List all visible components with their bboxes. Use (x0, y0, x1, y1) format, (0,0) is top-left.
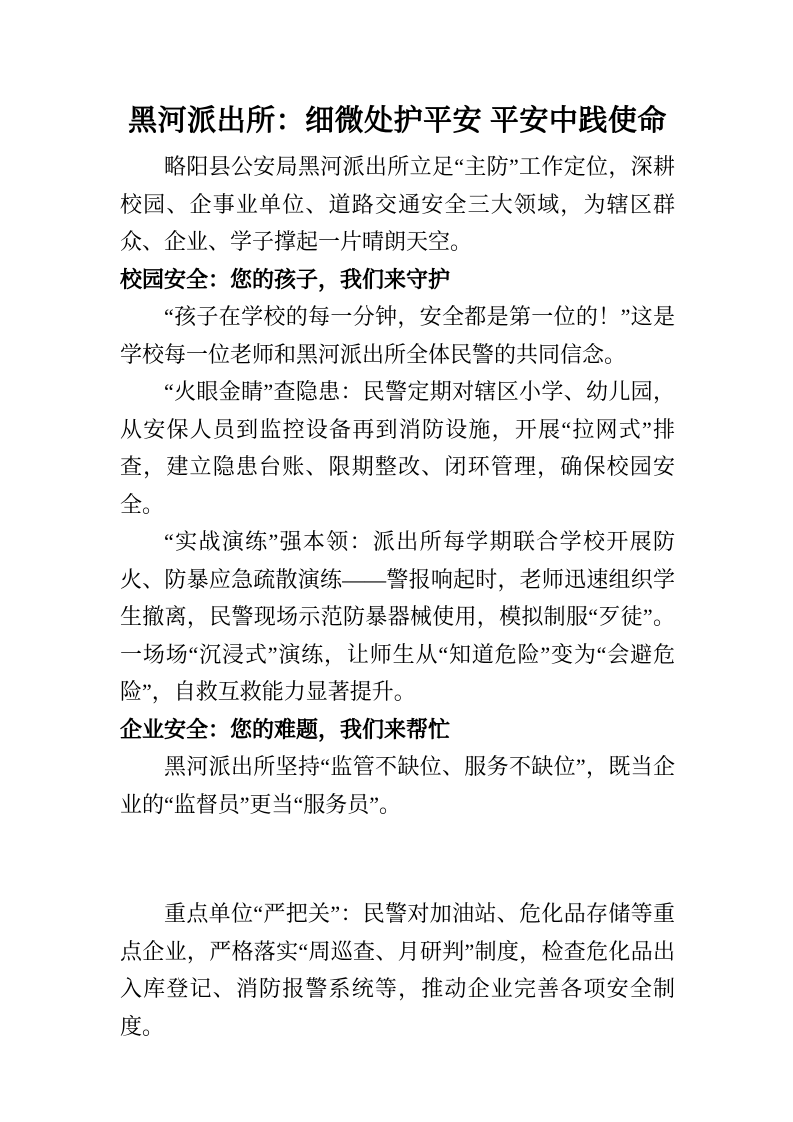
campus-safety-heading: 校园安全：您的孩子，我们来守护 (120, 266, 451, 292)
intro-paragraph: 略阳县公安局黑河派出所立足“主防”工作定位，深耕校园、企事业单位、道路交通安全三大领域，为辖区群众、企业、学子撑起一片晴朗天空。 (120, 154, 675, 254)
enterprise-paragraph-keyunits: 重点单位“严把关”：民警对加油站、危化品存储等重点企业，严格落实“周巡查、月研判”制度，检查危化品出入库登记、消防报警系统等，推动企业完善各项安全制度。 (120, 901, 675, 1039)
document-title: 黑河派出所：细微处护平安 平安中践使命 (128, 105, 667, 137)
blank-space (120, 823, 675, 895)
campus-paragraph-inspection: “火眼金睛”查隐患：民警定期对辖区小学、幼儿园，从安保人员到监控设备再到消防设施，开展“拉网式”排查，建立隐患台账、限期整改、闭环管理，确保校园安全。 (120, 379, 675, 517)
campus-paragraph-drill: “实战演练”强本领：派出所每学期联合学校开展防火、防暴应急疏散演练——警报响起时，老师迅速组织学生撤离，民警现场示范防暴器械使用，模拟制服“歹徒”。一场场“沉浸式”演练，让师生从“知道危险”变为“会避危险”，自救互救能力显著提升。 (120, 529, 675, 704)
enterprise-paragraph-service: 黑河派出所坚持“监管不缺位、服务不缺位”，既当企业的“监督员”更当“服务员”。 (120, 754, 675, 817)
enterprise-safety-heading: 企业安全：您的难题，我们来帮忙 (120, 716, 451, 742)
campus-paragraph-belief: “孩子在学校的每一分钟，安全都是第一位的！”这是学校每一位老师和黑河派出所全体民警的共同信念。 (120, 304, 675, 367)
